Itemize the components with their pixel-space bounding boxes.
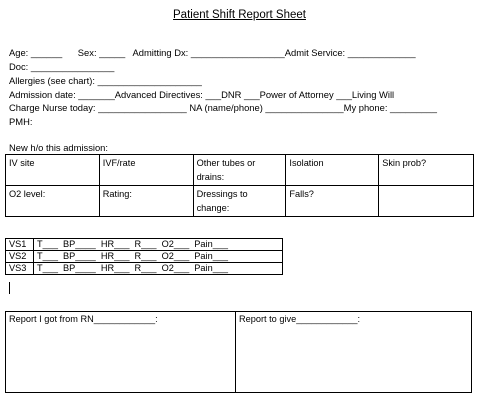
table-row <box>6 186 474 217</box>
table-row <box>6 251 283 263</box>
table-cell[interactable]: Skin prob? <box>379 155 474 186</box>
table-cell[interactable]: Falls? <box>286 186 379 217</box>
table-row <box>6 263 283 275</box>
table-cell[interactable]: Isolation <box>286 155 379 186</box>
demographics-line: Age: ______ Sex: _____ Admitting Dx: __________________Admit Service: _____________ <box>9 47 416 58</box>
table-row <box>6 239 283 251</box>
doctor-line: Doc: ________________ <box>9 61 115 72</box>
table-cell[interactable]: O2 level: <box>6 186 100 217</box>
page-title: Patient Shift Report Sheet <box>173 9 306 21</box>
table-cell[interactable]: Dressings to change: <box>193 186 286 217</box>
vital-fields[interactable]: T___ BP____ HR___ R___ O2___ Pain___ <box>34 251 283 263</box>
admission-info-table <box>5 154 474 217</box>
pmh-line: PMH: <box>9 116 33 127</box>
vital-label: VS2 <box>6 251 34 263</box>
table-row <box>6 155 474 186</box>
vital-signs-table <box>5 238 283 275</box>
vital-label: VS3 <box>6 263 34 275</box>
vital-fields[interactable]: T___ BP____ HR___ R___ O2___ Pain___ <box>34 239 283 251</box>
vital-fields[interactable]: T___ BP____ HR___ R___ O2___ Pain___ <box>34 263 283 275</box>
divider-stub <box>9 282 10 294</box>
table-cell[interactable]: Rating: <box>99 186 193 217</box>
admission-line: Admission date: _______Advanced Directives: ___DNR ___Power of Attorney ___Living Will <box>9 89 395 100</box>
vital-label: VS1 <box>6 239 34 251</box>
history-heading: New h/o this admission: <box>9 142 109 153</box>
allergies-line: Allergies (see chart): ____________________ <box>9 75 202 86</box>
table-cell[interactable]: IV site <box>6 155 100 186</box>
report-to-give-box[interactable]: Report to give____________: <box>236 311 472 393</box>
table-cell[interactable]: Other tubes or drains: <box>193 155 286 186</box>
table-cell[interactable] <box>379 186 474 217</box>
table-cell[interactable]: IVF/rate <box>99 155 193 186</box>
charge-nurse-line: Charge Nurse today: _________________ NA (name/phone) _______________My phone: _________ <box>9 102 437 113</box>
report-received-box[interactable]: Report I got from RN____________: <box>5 311 236 393</box>
